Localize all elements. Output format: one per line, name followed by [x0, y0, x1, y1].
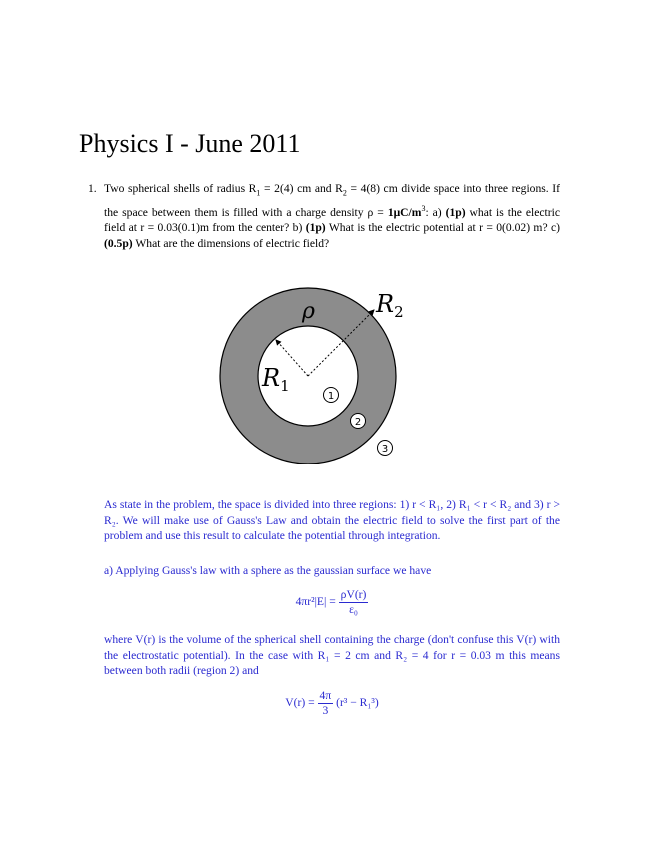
- fraction-denominator: 3: [322, 704, 329, 717]
- solution-paragraph-3: where V(r) is the volume of the spherical shell containing the charge (don't confuse this V(r) with the electrostatic potential). In the case with R₁ = 2 cm and R₂ = 4 for r = 0.03 m this means between both radii (region 2) and: [104, 633, 560, 678]
- svg-text:2: 2: [354, 417, 362, 428]
- problem-number: 1.: [88, 182, 97, 195]
- equation-volume: [104, 689, 560, 718]
- equation-fraction: [339, 588, 369, 617]
- problem-text: Two spherical shells of radius $R_1 = 2(4)$ cm and $R_2 = 4(8)$ cm divide space into three regions. If the space between them is filled with a charge density $\rho = 1\mu C/m^3$: a) (1p) what is the electric field at r = 0.03(0.1)m from the center? b) (1p) What is the electric potential at r = 0(0.02) m? c) (0.5p) What are the dimensions of electric field?: [104, 182, 560, 250]
- equation-fraction: [318, 689, 334, 718]
- region-1-marker: [324, 388, 339, 403]
- svg-text:3: 3: [381, 444, 389, 455]
- points-a: (1p): [445, 205, 466, 219]
- rho-label: ρ: [302, 299, 315, 324]
- problem-text-part: = 4(8) cm divide space into three regions. If the space between them is filled with a charge density ρ =: [104, 182, 560, 219]
- problem-text-part: Two spherical shells of radius R: [104, 182, 257, 195]
- svg-text:1: 1: [327, 391, 335, 402]
- problem-text-part: = 2(4) cm and R: [260, 182, 343, 195]
- fraction-denominator: ε₀: [349, 603, 358, 616]
- problem-1: [88, 181, 560, 252]
- r2-label: $R_2$: [376, 290, 404, 321]
- problem-text-part: : a): [425, 205, 446, 219]
- region-3-marker: [378, 441, 393, 456]
- equation-right: (r³ − R₁³): [336, 696, 379, 710]
- spherical-shell-figure: [210, 284, 420, 464]
- points-b: (1p): [305, 221, 326, 235]
- solution-paragraph-2: a) Applying Gauss's law with a sphere as the gaussian surface we have: [104, 564, 432, 577]
- charge-density-value: 1μC/m: [387, 205, 422, 219]
- equation-left: V(r) =: [285, 696, 315, 710]
- problem-text-part: What are the dimensions of electric field?: [132, 236, 330, 250]
- equation-gauss-law: [104, 588, 560, 617]
- points-c: (0.5p): [104, 236, 133, 250]
- problem-text-part: what is the electric field at r = 0.03(0.1)m from the center? b): [104, 205, 560, 235]
- solution-paragraph-1: As state in the problem, the space is divided into three regions: 1) r < R₁, 2) R₁ < r < R₂ and 3) r > R₂. We will make use of Gauss's Law and obtain the electric field to solve the first part of the problem and use this result to calculate the potential through integration.: [104, 498, 560, 543]
- region-2-marker: [351, 414, 366, 429]
- fraction-numerator: 4π: [319, 689, 332, 702]
- fraction-numerator: ρV(r): [340, 588, 367, 601]
- page-title: Physics I - June 2011: [79, 129, 301, 158]
- equation-left: 4πr²|E| =: [295, 595, 336, 609]
- r1-label: $R_1$: [262, 364, 290, 395]
- problem-text-part: What is the electric potential at r = 0(0.02) m? c): [325, 221, 560, 235]
